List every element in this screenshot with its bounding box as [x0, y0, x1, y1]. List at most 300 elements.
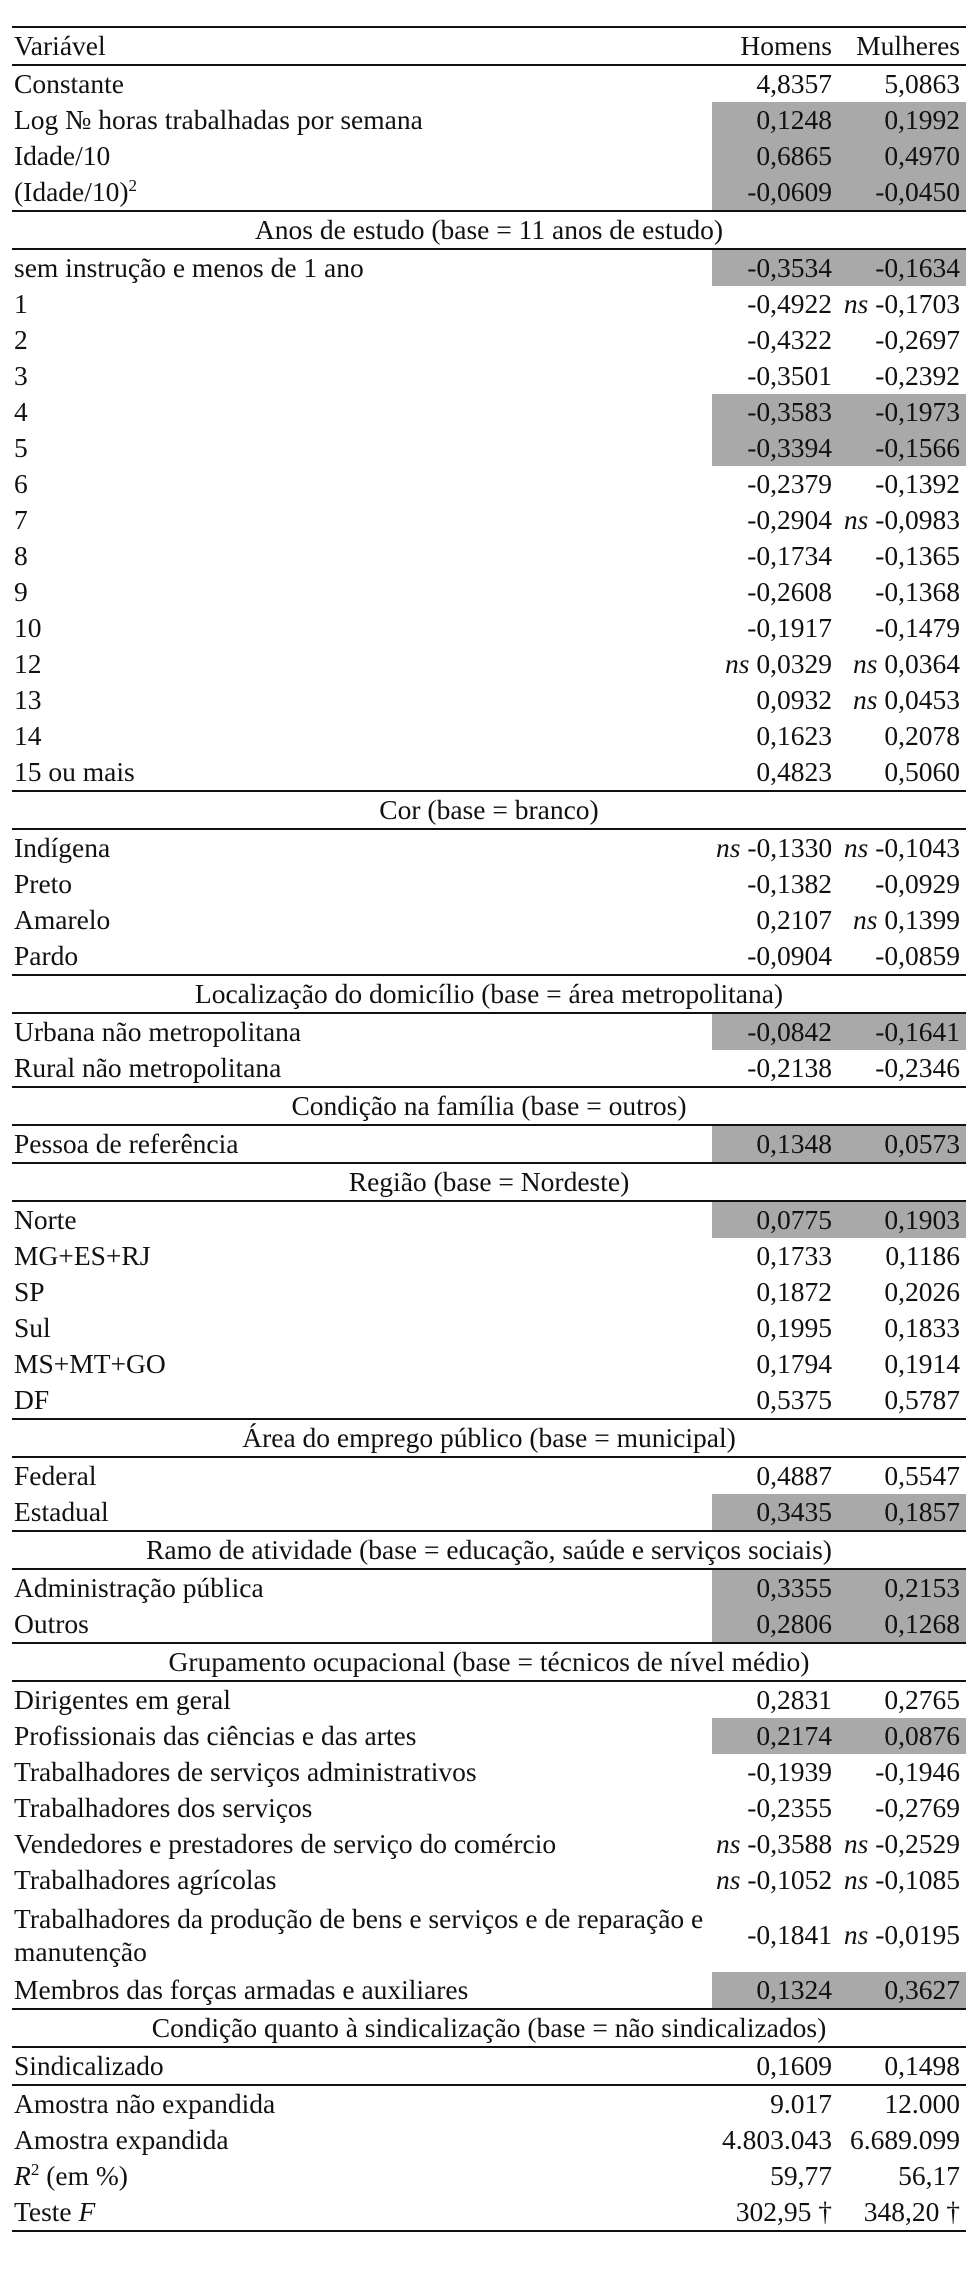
women-coefficient-value: -0,1085: [875, 1864, 960, 1895]
table-row: [12, 1972, 966, 2009]
women-coefficient-value: 0,1914: [884, 1348, 960, 1379]
row-label-text: MG+ES+RJ: [14, 1240, 151, 1271]
ns-marker: ns: [843, 1919, 869, 1950]
ns-marker: ns: [716, 1828, 741, 1859]
men-coefficient: [712, 394, 838, 430]
women-coefficient-value: 0,0364: [884, 648, 960, 679]
summary-label: [12, 2158, 712, 2194]
women-coefficient-value: 0,5787: [884, 1384, 960, 1415]
row-label: [12, 174, 712, 211]
women-coefficient: [838, 1898, 966, 1972]
section-header: [12, 1163, 966, 1201]
men-coefficient: [712, 174, 838, 211]
row-label: [12, 1718, 712, 1754]
women-coefficient: [838, 322, 966, 358]
men-coefficient-value: 0,1348: [756, 1128, 832, 1159]
men-coefficient-value: 0,2107: [756, 904, 832, 935]
row-label-text: Vendedores e prestadores de serviço do comércio: [14, 1828, 557, 1859]
table-row: [12, 322, 966, 358]
women-coefficient: [838, 502, 966, 538]
summary-men-value: 302,95 †: [735, 2196, 832, 2227]
men-coefficient-value: -0,1939: [747, 1756, 832, 1787]
men-coefficient-value: 0,2831: [756, 1684, 832, 1715]
men-coefficient: [712, 1898, 838, 1972]
row-label: [12, 430, 712, 466]
women-coefficient-value: -0,2392: [875, 360, 960, 391]
men-coefficient: [712, 1125, 838, 1163]
men-coefficient: [712, 682, 838, 718]
women-coefficient-value: -0,2529: [875, 1828, 960, 1859]
row-label-text: Profissionais das ciências e das artes: [14, 1720, 417, 1751]
row-label-text: Amarelo: [14, 904, 111, 935]
section-title: Ramo de atividade (base = educação, saúde e serviços sociais): [12, 1531, 966, 1569]
women-coefficient: [838, 1310, 966, 1346]
row-label-text: Trabalhadores da produção de bens e serviços e de reparação e manutenção: [14, 1903, 704, 1967]
men-coefficient-value: -0,0842: [747, 1016, 832, 1047]
women-coefficient-value: -0,0983: [875, 504, 960, 535]
men-coefficient-value: 0,0932: [756, 684, 832, 715]
women-coefficient-value: 0,0876: [884, 1720, 960, 1751]
men-coefficient: [712, 829, 838, 866]
section-header: [12, 211, 966, 249]
row-label-text: Estadual: [14, 1496, 109, 1527]
row-label: [12, 2047, 712, 2085]
row-label-text: (Idade/10): [14, 176, 129, 207]
row-label: [12, 1826, 712, 1862]
row-label: [12, 1346, 712, 1382]
women-coefficient: [838, 902, 966, 938]
table-row: [12, 1718, 966, 1754]
row-label-text: 2: [14, 324, 28, 355]
row-label: [12, 502, 712, 538]
row-label: [12, 1050, 712, 1087]
summary-men-value: 4.803.043: [722, 2124, 832, 2155]
women-coefficient: [838, 1754, 966, 1790]
men-coefficient-value: -0,2379: [747, 468, 832, 499]
row-label: [12, 1013, 712, 1050]
section-title: Área do emprego público (base = municipal): [12, 1419, 966, 1457]
row-label: [12, 138, 712, 174]
header-women: Mulheres: [856, 30, 960, 61]
women-coefficient: [838, 1862, 966, 1898]
row-label: [12, 1125, 712, 1163]
women-coefficient-value: 5,0863: [884, 68, 960, 99]
men-coefficient: [712, 358, 838, 394]
row-label: [12, 1790, 712, 1826]
row-label-text: Pardo: [14, 940, 79, 971]
summary-men: [712, 2085, 838, 2122]
row-label-text: Sindicalizado: [14, 2050, 164, 2081]
women-coefficient-value: -0,1566: [875, 432, 960, 463]
summary-label-text: Amostra não expandida: [14, 2088, 276, 2119]
men-coefficient: [712, 646, 838, 682]
women-coefficient: [838, 1201, 966, 1238]
table-row: [12, 610, 966, 646]
section-header: [12, 1419, 966, 1457]
table-row: [12, 682, 966, 718]
summary-label: [12, 2085, 712, 2122]
row-label-text: 8: [14, 540, 28, 571]
italic-symbol: R: [14, 2160, 31, 2191]
row-label-text: Rural não metropolitana: [14, 1052, 282, 1083]
row-label: [12, 938, 712, 975]
summary-women-value: 56,17: [898, 2160, 960, 2191]
ns-marker: ns: [853, 684, 878, 715]
summary-men: [712, 2122, 838, 2158]
table-row: [12, 1201, 966, 1238]
row-label: [12, 1310, 712, 1346]
men-coefficient: [712, 1238, 838, 1274]
row-label-text: 1: [14, 288, 28, 319]
men-coefficient: [712, 466, 838, 502]
row-label: [12, 902, 712, 938]
row-label: [12, 538, 712, 574]
men-coefficient: [712, 1457, 838, 1494]
men-coefficient-value: -0,2138: [747, 1052, 832, 1083]
men-coefficient: [712, 430, 838, 466]
women-coefficient: [838, 430, 966, 466]
table-row: [12, 1346, 966, 1382]
women-coefficient-value: -0,1479: [875, 612, 960, 643]
table-row: [12, 1013, 966, 1050]
women-coefficient-value: -0,0450: [875, 176, 960, 207]
women-coefficient-value: 0,1857: [884, 1496, 960, 1527]
table-row: [12, 1790, 966, 1826]
men-coefficient-value: -0,4322: [747, 324, 832, 355]
table-row: [12, 394, 966, 430]
summary-row: [12, 2085, 966, 2122]
ns-marker: ns: [716, 832, 741, 863]
table-row: [12, 286, 966, 322]
men-coefficient-value: 0,6865: [756, 140, 832, 171]
men-coefficient-value: 0,1248: [756, 104, 832, 135]
women-coefficient-value: -0,1946: [875, 1756, 960, 1787]
section-title: Anos de estudo (base = 11 anos de estudo): [12, 211, 966, 249]
row-label: [12, 610, 712, 646]
women-coefficient: [838, 466, 966, 502]
women-coefficient: [838, 829, 966, 866]
men-coefficient-value: -0,1052: [747, 1864, 833, 1895]
women-coefficient: [838, 102, 966, 138]
section-header: [12, 2009, 966, 2047]
row-label-text: Trabalhadores dos serviços: [14, 1792, 313, 1823]
summary-men-value: 9.017: [770, 2088, 832, 2119]
men-coefficient-value: 0,1872: [756, 1276, 832, 1307]
ns-marker: ns: [853, 904, 878, 935]
men-coefficient: [712, 286, 838, 322]
row-label: [12, 718, 712, 754]
men-coefficient: [712, 1826, 838, 1862]
women-coefficient-value: 0,2153: [884, 1572, 960, 1603]
men-coefficient-value: -0,3588: [747, 1828, 833, 1859]
men-coefficient: [712, 754, 838, 791]
men-coefficient-value: 0,4823: [756, 756, 832, 787]
table-row: [12, 754, 966, 791]
women-coefficient-value: 0,1903: [884, 1204, 960, 1235]
men-coefficient: [712, 1862, 838, 1898]
women-coefficient: [838, 138, 966, 174]
section-header: [12, 791, 966, 829]
row-label-text: 7: [14, 504, 28, 535]
row-label-text: Constante: [14, 68, 124, 99]
ns-marker: ns: [843, 832, 869, 863]
men-coefficient: [712, 1310, 838, 1346]
women-coefficient: [838, 358, 966, 394]
summary-women: [838, 2158, 966, 2194]
men-coefficient: [712, 1569, 838, 1606]
women-coefficient-value: 0,0573: [884, 1128, 960, 1159]
women-coefficient-value: 0,5547: [884, 1460, 960, 1491]
men-coefficient-value: -0,2904: [747, 504, 832, 535]
regression-table: [12, 26, 966, 2232]
women-coefficient-value: -0,1392: [875, 468, 960, 499]
women-coefficient-value: -0,2697: [875, 324, 960, 355]
women-coefficient-value: 0,1498: [884, 2050, 960, 2081]
row-label: [12, 1494, 712, 1531]
summary-women: [838, 2085, 966, 2122]
ns-marker: ns: [843, 504, 869, 535]
row-label: [12, 1382, 712, 1419]
women-coefficient: [838, 682, 966, 718]
row-label-text: 5: [14, 432, 28, 463]
row-label: [12, 829, 712, 866]
women-coefficient: [838, 938, 966, 975]
summary-men: [712, 2158, 838, 2194]
women-coefficient: [838, 1050, 966, 1087]
row-label-text: Log № horas trabalhadas por semana: [14, 104, 423, 135]
men-coefficient: [712, 2047, 838, 2085]
summary-label: [12, 2122, 712, 2158]
row-label-text: Preto: [14, 868, 73, 899]
table-row: [12, 1826, 966, 1862]
men-coefficient-value: -0,3534: [747, 252, 832, 283]
men-coefficient: [712, 1346, 838, 1382]
table-row: [12, 138, 966, 174]
table-row: [12, 1606, 966, 1643]
section-title: Condição quanto à sindicalização (base = não sindicalizados): [12, 2009, 966, 2047]
men-coefficient: [712, 866, 838, 902]
table-row: [12, 938, 966, 975]
women-coefficient-value: 0,1992: [884, 104, 960, 135]
row-label: [12, 1569, 712, 1606]
section-title: Grupamento ocupacional (base = técnicos de nível médio): [12, 1643, 966, 1681]
summary-women-value: 348,20 †: [863, 2196, 960, 2227]
table-row: [12, 174, 966, 211]
row-label: [12, 394, 712, 430]
women-coefficient: [838, 249, 966, 286]
women-coefficient-value: 0,2765: [884, 1684, 960, 1715]
row-label-text: Membros das forças armadas e auxiliares: [14, 1974, 469, 2005]
table-row: [12, 1898, 966, 1972]
women-coefficient: [838, 286, 966, 322]
women-coefficient-value: -0,1634: [875, 252, 960, 283]
row-label: [12, 358, 712, 394]
ns-marker: ns: [843, 1828, 869, 1859]
men-coefficient: [712, 65, 838, 102]
row-label: [12, 249, 712, 286]
women-coefficient: [838, 394, 966, 430]
ns-marker: ns: [853, 648, 878, 679]
section-title: Cor (base = branco): [12, 791, 966, 829]
table-row: [12, 102, 966, 138]
row-label-text: Outros: [14, 1608, 89, 1639]
table-row: [12, 65, 966, 102]
row-label-text: MS+MT+GO: [14, 1348, 166, 1379]
ns-marker: ns: [716, 1864, 741, 1895]
ns-marker: ns: [725, 648, 750, 679]
summary-women: [838, 2122, 966, 2158]
men-coefficient: [712, 1972, 838, 2009]
summary-women-value: 12.000: [884, 2088, 960, 2119]
summary-label-text: Teste: [14, 2196, 79, 2227]
table-row: [12, 502, 966, 538]
men-coefficient-value: 0,3355: [756, 1572, 832, 1603]
men-coefficient-value: 0,0329: [756, 648, 832, 679]
table-row: [12, 718, 966, 754]
row-label-text: sem instrução e menos de 1 ano: [14, 252, 364, 283]
section-title: Localização do domicílio (base = área metropolitana): [12, 975, 966, 1013]
women-coefficient: [838, 1569, 966, 1606]
table-row: [12, 1274, 966, 1310]
table-row: [12, 1569, 966, 1606]
summary-men: [712, 2194, 838, 2231]
summary-label-text: (em %): [39, 2160, 128, 2191]
table-row: [12, 1125, 966, 1163]
women-coefficient: [838, 538, 966, 574]
table-row: [12, 902, 966, 938]
men-coefficient: [712, 502, 838, 538]
men-coefficient: [712, 1754, 838, 1790]
summary-women: [838, 2194, 966, 2231]
table-row: [12, 1754, 966, 1790]
men-coefficient: [712, 1274, 838, 1310]
row-label: [12, 65, 712, 102]
row-label: [12, 754, 712, 791]
table-row: [12, 1862, 966, 1898]
row-label-text: Urbana não metropolitana: [14, 1016, 302, 1047]
row-label-text: 14: [14, 720, 42, 751]
women-coefficient: [838, 1681, 966, 1718]
row-label-text: 15 ou mais: [14, 756, 135, 787]
women-coefficient: [838, 1972, 966, 2009]
men-coefficient: [712, 574, 838, 610]
summary-men-value: 59,77: [770, 2160, 832, 2191]
men-coefficient-value: -0,1382: [747, 868, 832, 899]
women-coefficient-value: -0,1703: [875, 288, 960, 319]
men-coefficient-value: 0,1609: [756, 2050, 832, 2081]
women-coefficient-value: 0,1268: [884, 1608, 960, 1639]
table-row: [12, 430, 966, 466]
men-coefficient-value: 0,2174: [756, 1720, 832, 1751]
table-row: [12, 2047, 966, 2085]
label-exponent: 2: [128, 175, 138, 195]
women-coefficient-value: 0,4970: [884, 140, 960, 171]
row-label: [12, 646, 712, 682]
men-coefficient-value: 0,0775: [756, 1204, 832, 1235]
women-coefficient: [838, 1013, 966, 1050]
row-label-text: Trabalhadores agrícolas: [14, 1864, 277, 1895]
summary-row: [12, 2194, 966, 2231]
women-coefficient-value: -0,2769: [875, 1792, 960, 1823]
men-coefficient: [712, 322, 838, 358]
table-row: [12, 829, 966, 866]
ns-marker: ns: [843, 288, 869, 319]
row-label-text: 4: [14, 396, 28, 427]
women-coefficient-value: -0,0195: [875, 1919, 960, 1950]
summary-label: [12, 2194, 712, 2231]
women-coefficient: [838, 1494, 966, 1531]
row-label-text: Federal: [14, 1460, 97, 1491]
men-coefficient-value: 4,8357: [756, 68, 832, 99]
row-label: [12, 1274, 712, 1310]
row-label: [12, 574, 712, 610]
men-coefficient-value: -0,1841: [747, 1919, 832, 1950]
men-coefficient-value: -0,3501: [747, 360, 832, 391]
row-label: [12, 1681, 712, 1718]
table-row: [12, 1681, 966, 1718]
row-label-text: Sul: [14, 1312, 51, 1343]
table-row: [12, 1238, 966, 1274]
table-row: [12, 1494, 966, 1531]
women-coefficient: [838, 1125, 966, 1163]
row-label-text: Indígena: [14, 832, 111, 863]
row-label: [12, 1972, 712, 2009]
table-row: [12, 866, 966, 902]
row-label-text: 12: [14, 648, 42, 679]
row-label-text: Norte: [14, 1204, 77, 1235]
men-coefficient: [712, 718, 838, 754]
men-coefficient: [712, 1013, 838, 1050]
men-coefficient-value: 0,3435: [756, 1496, 832, 1527]
summary-label-text: Amostra expandida: [14, 2124, 229, 2155]
women-coefficient: [838, 1274, 966, 1310]
men-coefficient-value: -0,0609: [747, 176, 832, 207]
men-coefficient-value: 0,1733: [756, 1240, 832, 1271]
row-label: [12, 1201, 712, 1238]
row-label-text: Trabalhadores de serviços administrativos: [14, 1756, 477, 1787]
men-coefficient: [712, 1681, 838, 1718]
row-label-text: 6: [14, 468, 28, 499]
row-label: [12, 1606, 712, 1643]
summary-women-value: 6.689.099: [850, 2124, 960, 2155]
women-coefficient: [838, 866, 966, 902]
table-body: [12, 65, 966, 2231]
women-coefficient-value: 0,2078: [884, 720, 960, 751]
men-coefficient-value: -0,1330: [747, 832, 833, 863]
table-row: [12, 646, 966, 682]
men-coefficient: [712, 1790, 838, 1826]
men-coefficient: [712, 249, 838, 286]
women-coefficient-value: 0,5060: [884, 756, 960, 787]
row-label: [12, 1457, 712, 1494]
men-coefficient: [712, 1606, 838, 1643]
women-coefficient: [838, 1790, 966, 1826]
table-row: [12, 574, 966, 610]
men-coefficient-value: -0,2608: [747, 576, 832, 607]
section-header: [12, 1643, 966, 1681]
row-label: [12, 1754, 712, 1790]
row-label-text: SP: [14, 1276, 45, 1307]
men-coefficient: [712, 102, 838, 138]
women-coefficient: [838, 1238, 966, 1274]
men-coefficient-value: -0,1734: [747, 540, 832, 571]
row-label: [12, 1238, 712, 1274]
section-title: Região (base = Nordeste): [12, 1163, 966, 1201]
section-header: [12, 1531, 966, 1569]
label-exponent: 2: [30, 2159, 40, 2179]
table-row: [12, 1310, 966, 1346]
men-coefficient: [712, 1718, 838, 1754]
